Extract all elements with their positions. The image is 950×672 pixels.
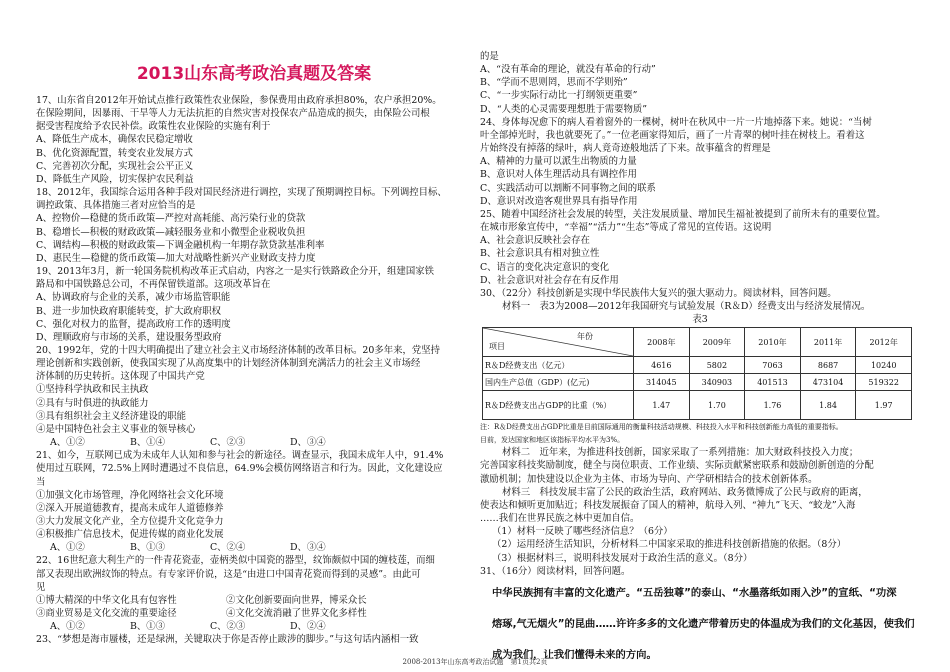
year-header: 2012年 xyxy=(856,328,912,357)
text-line: 20、1992年，党的十四大明确提出了建立社会主义市场经济体制的改革目标。20多年来，党坚持 xyxy=(36,344,440,356)
text-line: 使用过互联网，72.5%上网时遭遇过不良信息，64.9%会模仿网络语言和行为。因此，文化建设应 xyxy=(36,463,443,475)
text-line: 30、（22分）科技创新是实现中华民族伟大复兴的强大驱动力。阅读材料，回答问题。 xyxy=(480,287,837,299)
q20-options xyxy=(36,436,472,449)
answer-option: B、①④ xyxy=(130,437,166,449)
text-line: 见 xyxy=(36,581,46,593)
text-line: 当 xyxy=(36,476,46,488)
text-line: 路局和中国铁路总公司，不再保留铁道部。这项改革旨在 xyxy=(36,279,271,291)
q22-pair-2: ③商业贸易是文化交流的重要途径 ④文化交流消融了世界文化多样性 xyxy=(36,608,367,620)
material-line: 熔琢,气无烟火”的昆曲……许许多多的文化遗产带着历史的体温成为我们的文化基因，使我们 xyxy=(492,617,915,630)
text-line: B、进一步加快政府职能转变，扩大政府职权 xyxy=(36,305,222,317)
text-line: ①坚持科学执政和民主执政 xyxy=(36,384,149,396)
text-line: ①加强文化市场管理，净化网络社会文化环境 xyxy=(36,489,224,501)
text-line: 19、2013年3月，新一轮国务院机构改革正式启动，内容之一是实行铁路政企分开，组建国家铁 xyxy=(36,266,435,278)
question-23: 23、“梦想是海市蜃楼，还是绿洲，关键取决于你是否停止跋涉的脚步。”与这句话内涵相一致 xyxy=(36,634,419,646)
text-line: C、强化对权力的监督，提高政府工作的透明度 xyxy=(36,318,231,330)
questions-23-30 xyxy=(480,50,920,313)
text-line: 理论创新和实践创新，使我国实现了从高度集中的计划经济体制到充满活力的社会主义市场经 xyxy=(36,358,421,370)
answer-option: C、②③ xyxy=(210,437,246,449)
text-line: 24、身体每况愈下的病人看着窗外的一棵树，树叶在秋风中一片一片地掉落下来。她说：“当树 xyxy=(480,116,872,128)
text-line: 25、随着中国经济社会发展的转型，关注发展质量、增加民生福祉被提到了前所未有的重要位置。 xyxy=(480,208,886,220)
text-line: 17、山东省自2012年开始试点推行政策性农业保险，参保费用由政府承担80%，农户承担20%。 xyxy=(36,95,442,106)
table-cell: 340903 xyxy=(689,374,745,391)
answer-option: A、①② xyxy=(50,621,85,633)
text-line: B、稳增长—积极的财政政策—减轻服务业和小微型企业税收负担 xyxy=(36,226,306,238)
text-line: （2）运用经济生活知识，分析材料二中国家采取的推进科技创新措施的依据。（8分） xyxy=(492,539,847,551)
text-line: C、完善初次分配，实现社会公平正义 xyxy=(36,160,194,172)
text-line: D、社会意识对社会存在有反作用 xyxy=(480,274,619,286)
text-line: A、社会意识反映社会存在 xyxy=(480,235,590,247)
answer-option: D、③④ xyxy=(290,437,326,449)
text-line: ④是中国特色社会主义事业的领导核心 xyxy=(36,423,196,435)
row-label: 国内生产总值（GDP）(亿元) xyxy=(483,374,634,391)
text-line: D、理顺政府与市场的关系，建设服务型政府 xyxy=(36,331,222,343)
text-line: 激励机制；加快建设以企业为主体、市场为导向、产学研相结合的技术创新体系。 xyxy=(480,473,818,485)
answer-option: C、②④ xyxy=(210,542,246,554)
text-line: A、协调政府与企业的关系，减少市场监管职能 xyxy=(36,292,231,304)
table-row xyxy=(483,374,912,391)
text-line: B、社会意识具有相对独立性 xyxy=(480,248,600,260)
text-line: 在城市形象宣传中，“幸福”“活力”“生态”等成了常见的宣传语。这说明 xyxy=(480,222,772,234)
answer-option: A、①② xyxy=(50,542,85,554)
table-note: 注：R＆D经费支出占GDP比重是目前国际通用的衡量科技活动规模、科技投入水平和科技创新能力高低的重要指标。 xyxy=(480,423,843,432)
questions-17-20 xyxy=(36,94,472,436)
table-row xyxy=(483,391,912,420)
text-line: ②深入开展道德教育，提高未成年人道德修养 xyxy=(36,502,224,514)
question-22 xyxy=(36,554,472,593)
table-cell: 1.97 xyxy=(856,391,912,420)
question-21 xyxy=(36,449,472,541)
material-line: 成为我们，让我们懂得未来的方向。 xyxy=(492,648,657,661)
table-note: 目前，发达国家和地区该指标平均水平为3%。 xyxy=(480,436,625,445)
row-label: R＆D经费支出（亿元） xyxy=(483,357,634,374)
text-line: 部又表现出欧洲纹饰的特点。有专家评价说，这是“由进口中国青花瓷而得到的灵感”。由此可 xyxy=(36,568,421,580)
year-header: 2008年 xyxy=(634,328,690,357)
right-column xyxy=(480,0,920,671)
text-line: 材料三 科技发展丰富了公民的政治生活，政府网站、政务微博成了公民与政府的距离， xyxy=(502,486,868,498)
text-line: C、实践活动可以割断不同事物之间的联系 xyxy=(480,182,656,194)
table-cell: 5802 xyxy=(689,357,745,374)
table-cell: 10240 xyxy=(856,357,912,374)
page-title: 2013山东高考政治真题及答案 xyxy=(136,64,372,84)
table-cell: 401513 xyxy=(745,374,801,391)
table-cell: 314045 xyxy=(634,374,690,391)
table-row xyxy=(483,357,912,374)
text-line: 31、（16分）阅读材料，回答问题。 xyxy=(480,565,631,577)
text-line: ③大力发展文化产业，全方位提升文化竞争力 xyxy=(36,516,224,527)
year-header: 2009年 xyxy=(689,328,745,357)
text-line: 片始终没有掉落的绿叶，病人竟奇迹般地活了下来。故事蕴含的哲理是 xyxy=(480,143,771,155)
year-header: 2010年 xyxy=(745,328,801,357)
material-line: 中华民族拥有丰富的文化遗产。“五岳独尊”的泰山、“水墨落纸如雨入沙”的宣纸、“功深 xyxy=(492,586,897,599)
text-line: 材料二 近年来，为推进科技创新，国家采取了一系列措施：加大财政科技投入力度； xyxy=(502,447,859,459)
text-line: B、优化资源配置，转变农业发展方式 xyxy=(36,147,193,159)
answer-option: D、③④ xyxy=(290,542,326,554)
table-cell: 1.70 xyxy=(689,391,745,420)
text-line: D、惠民生—稳健的货币政策—加大对战略性新兴产业财政支持力度 xyxy=(36,252,316,264)
table-cell: 1.47 xyxy=(634,391,690,420)
table-cell: 1.76 xyxy=(745,391,801,420)
text-line: C、“一步实际行动比一打纲领更重要” xyxy=(480,90,638,102)
corner-year: 年份 xyxy=(577,332,593,342)
text-line: D、降低生产风险，切实保护农民利益 xyxy=(36,173,194,185)
table-3 xyxy=(482,327,912,420)
text-line: A、降低生产成本，确保农民稳定增收 xyxy=(36,134,193,146)
text-line: A、控物价—稳健的货币政策—严控对高耗能、高污染行业的贷款 xyxy=(36,213,306,225)
corner-item: 项目 xyxy=(489,342,505,352)
text-line: ④积极推广信息技术，促进传媒的商业化发展 xyxy=(36,529,224,541)
answer-option: B、①③ xyxy=(130,542,166,554)
table-caption: 表3 xyxy=(692,314,708,326)
text-line: C、调结构—积极的财政政策—下调金融机构一年期存款贷款基准利率 xyxy=(36,239,325,251)
table-cell: 473104 xyxy=(800,374,856,391)
table-cell: 519322 xyxy=(856,374,912,391)
table-cell: 4616 xyxy=(634,357,690,374)
text-line: 使表达和倾听更加贴近；科技发展振奋了国人的精神，航母入列、“神九”飞天、“蛟龙”入海 xyxy=(480,499,856,511)
text-line: 材料一 表3为2008—2012年我国研究与试验发展（R＆D）经费支出与经济发展情况。 xyxy=(502,300,871,312)
text-line: 22、16世纪意大利生产的一件青花瓷壶，壶柄类似中国瓷的器型，纹饰颇似中国的缠枝莲，而细 xyxy=(36,555,435,567)
row-label: R＆D经费支出占GDP的比重（%） xyxy=(483,391,634,420)
q21-options xyxy=(36,541,472,554)
table-cell: 8687 xyxy=(800,357,856,374)
text-line: 完善国家科技奖励制度，健全与岗位职责、工作业绩、实际贡献紧密联系和鼓励创新创造的分配 xyxy=(480,460,874,472)
page-footer: 2008-2013年山东高考政治试题 第1页共2页 xyxy=(402,658,548,666)
text-line: 济体制的历史转折。这体现了中国共产党 xyxy=(36,371,205,383)
text-line: ……我们在世界民族之林中更加自信。 xyxy=(480,513,640,525)
text-line: 调控政策、具体措施三者对应恰当的是 xyxy=(36,200,196,212)
text-line: ②具有与时俱进的执政能力 xyxy=(36,397,149,409)
text-line: C、语言的变化决定意识的变化 xyxy=(480,261,610,273)
text-line: 的是 xyxy=(480,51,499,62)
text-line: ③具有组织社会主义经济建设的职能 xyxy=(36,410,187,422)
text-line: B、意识对人体生理活动具有调控作用 xyxy=(480,169,637,181)
text-line: A、“没有革命的理论，就没有革命的行动” xyxy=(480,64,656,76)
q22-pair-1: ①博大精深的中华文化具有包容性 ②文化创新要面向世界，博采众长 xyxy=(36,594,367,606)
year-header: 2011年 xyxy=(800,328,856,357)
text-line: A、精神的力量可以派生出物质的力量 xyxy=(480,156,637,168)
left-column xyxy=(36,0,472,647)
text-line: D、“人类的心灵需要理想胜于需要物质” xyxy=(480,103,648,115)
text-line: 据受害程度给予农民补偿。政策性农业保险的实施有利于 xyxy=(36,121,271,133)
materials-2-3 xyxy=(480,446,920,578)
answer-option: C、②③ xyxy=(210,621,246,633)
answer-option: A、①② xyxy=(50,437,85,449)
text-line: B、“学而不思则罔，思而不学则殆” xyxy=(480,77,628,89)
text-line: D、意识对改造客观世界具有指导作用 xyxy=(480,195,638,207)
answer-option: D、②④ xyxy=(290,621,326,633)
q22-options xyxy=(36,620,472,633)
text-line: 21、如今，互联网已成为未成年人认知和参与社会的新途径。调查显示，我国未成年人中，91.4% xyxy=(36,450,444,462)
text-line: 18、2012年，我国综合运用各种手段对国民经济进行调控，实现了预期调控目标。下列调控目标、 xyxy=(36,187,447,199)
text-line: 叶全部掉光时，我也就要死了。”一位老画家得知后，画了一片青翠的树叶挂在树枝上。看着这 xyxy=(480,129,865,141)
text-line: （3）根据材料三，说明科技发展对于政治生活的意义。（8分） xyxy=(492,552,753,564)
text-line: 在保险期间，因暴雨、干旱等人力无法抗拒的自然灾害对投保农产品造成的损失，由保险公司根 xyxy=(36,108,430,120)
text-line: （1）材料一反映了哪些经济信息？（6分） xyxy=(492,526,673,538)
table-corner xyxy=(483,328,634,357)
answer-option: B、①③ xyxy=(130,621,166,633)
table-cell: 1.84 xyxy=(800,391,856,420)
table-cell: 7063 xyxy=(745,357,801,374)
